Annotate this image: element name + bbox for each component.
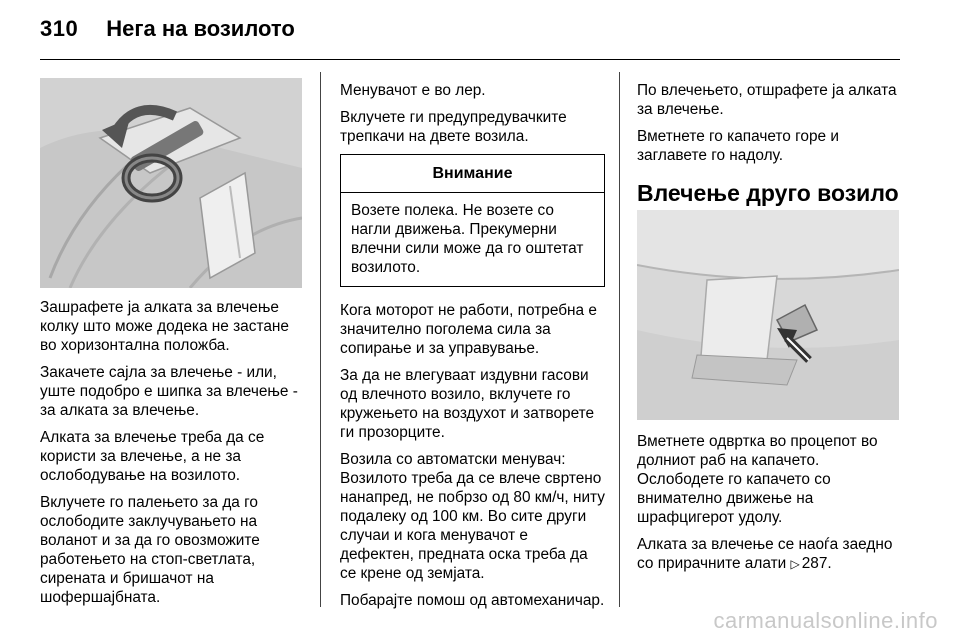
paragraph: За да не влегуваат издувни гасови од влечното возило, вклучете го кружењето на воздухот и затворете ги прозорците. — [340, 367, 595, 441]
chapter-title: Нега на возилото — [106, 16, 295, 41]
paragraph: Менувачот е во лер. — [340, 82, 486, 99]
warning-box — [340, 154, 605, 287]
towing-eye-screw-in-icon — [40, 78, 302, 288]
paragraph: Вметнете одвртка во процепот во долниот раб на капачето. Ослободете го капачето со внимателно движење на шрафцигерот удолу. — [637, 433, 878, 526]
towing-eye-illustration — [40, 78, 302, 288]
column-2 — [340, 81, 605, 618]
column-1 — [40, 298, 308, 615]
paragraph: Вклучете го палењето за да го ослободите заклучувањето на воланот и за да го овозможите работењето на стоп-светлата, сирената и бришачот на шофершајбната. — [40, 494, 260, 606]
page-reference-link[interactable]: 287. — [801, 555, 832, 572]
rear-bumper-illustration — [637, 210, 899, 420]
page-number: 310 — [40, 16, 79, 41]
paragraph: По влечењето, отшрафете ја алката за влечење. — [637, 82, 897, 118]
paragraph: Алката за влечење треба да се користи за влечење, а не за ослободување на возилото. — [40, 429, 265, 484]
paragraph: Зашрафете ја алката за влечење колку што може додека не застане во хоризонтална положба. — [40, 299, 289, 354]
column-3 — [637, 81, 905, 223]
paragraph: Вметнете го капачето горе и заглавете го надолу. — [637, 128, 839, 164]
paragraph: Кога моторот не работи, потребна е значително поголема сила за сопирање и за управување. — [340, 302, 597, 357]
column-3-lower — [637, 432, 905, 582]
warning-title: Внимание — [341, 155, 604, 193]
paragraph-with-reference — [637, 535, 905, 574]
page-reference-arrow-icon: ▷ — [790, 557, 800, 571]
paragraph: Закачете сајла за влечење - или, уште подобро е шипка за влечење - за алката за влечење. — [40, 364, 298, 419]
paragraph: Вклучете ги предупредувачките трепкачи на двете возила. — [340, 109, 567, 145]
paragraph-text: Алката за влечење се наоѓа заедно со прирачните алати — [637, 536, 893, 572]
column-divider-right — [619, 72, 620, 607]
paragraph: Возила со автоматски менувач: Возилото треба да се влече свртено нанапред, не побрзо од 80 км/ч, ниту подалеку од 100 км. Во сите други случаи и кога менувачот е дефектен, предната оска треба да се крене од земјата. — [340, 451, 605, 582]
watermark: carmanualsonline.info — [713, 608, 938, 633]
header-rule — [40, 59, 900, 60]
section-title: Влечење друго возило — [637, 180, 899, 206]
bumper-cover-icon — [637, 210, 899, 420]
page-header — [40, 16, 295, 46]
column-divider-left — [320, 72, 321, 607]
paragraph: Побарајте помош од автомеханичар. — [340, 592, 605, 609]
warning-text: Возете полека. Не возете со нагли движења. Прекумерни влечни сили може да го оштетат возилото. — [351, 202, 584, 276]
